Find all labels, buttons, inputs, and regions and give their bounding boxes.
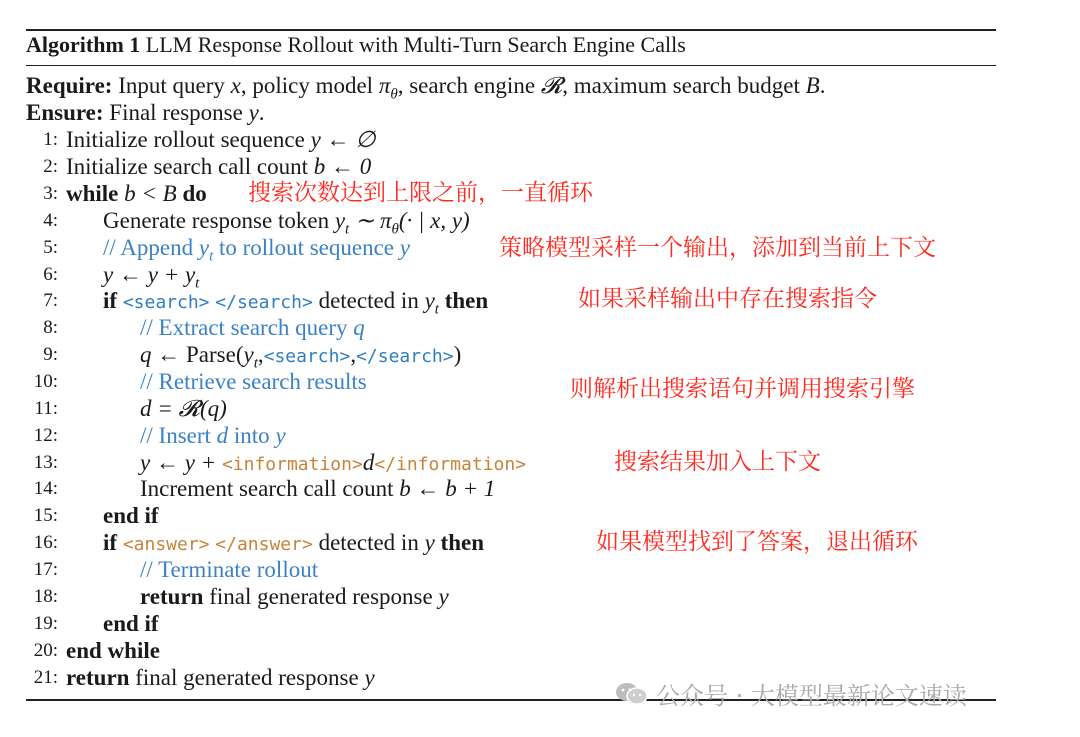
line-text: Initialize rollout sequence: [66, 127, 311, 152]
algo-line-13: [140, 450, 526, 476]
require-text-d: , maximum search budget: [562, 73, 806, 98]
line-number: 9:: [43, 344, 58, 365]
line-number: 6:: [43, 264, 58, 285]
line-sep: ,: [350, 342, 357, 367]
algo-line-19: [103, 611, 159, 637]
line-number: 10:: [33, 371, 58, 392]
then-keyword: then: [444, 288, 489, 313]
require-theta: θ: [390, 86, 398, 103]
line-number: 20:: [33, 640, 58, 661]
line-number: 15:: [33, 505, 58, 526]
then-keyword: then: [440, 530, 484, 555]
algo-line-2: [66, 154, 371, 180]
line-sub: t: [434, 301, 439, 318]
do-keyword: do: [182, 181, 207, 206]
algo-line-9: [140, 342, 462, 372]
line-text: Generate response token: [103, 208, 335, 233]
parse-fn: Parse(: [186, 342, 244, 367]
require-text-c: , search engine: [397, 73, 541, 98]
annotation-search-detect: 如果采样输出中存在搜索指令: [578, 286, 877, 312]
ensure-keyword: Ensure:: [26, 100, 104, 125]
line-text: final generated response: [129, 665, 365, 690]
annotation-append-result: 搜索结果加入上下文: [614, 449, 821, 475]
line-y: y: [243, 342, 254, 367]
line-y: y: [424, 530, 435, 555]
line-close: ): [453, 342, 462, 367]
line-math: y: [334, 208, 346, 233]
search-tag-open: <search>: [122, 292, 210, 313]
line-math: q ←: [140, 342, 186, 367]
comment-text: // Retrieve search results: [140, 369, 367, 394]
information-tag-close: </information>: [374, 454, 527, 475]
annotation-sample: 策略模型采样一个输出，添加到当前上下文: [499, 235, 936, 261]
line-number: 16:: [33, 532, 58, 553]
watermark: [614, 676, 967, 711]
comment-text: // Terminate rollout: [140, 557, 319, 582]
line-d: d: [362, 450, 375, 475]
comment-y: y: [198, 235, 210, 260]
line-number: 3:: [43, 183, 58, 204]
line-sub: t: [195, 275, 200, 292]
return-keyword: return: [140, 584, 204, 609]
comment-y: y: [399, 235, 410, 260]
line-number: 2:: [43, 156, 58, 177]
caption-label: Algorithm 1: [26, 32, 141, 57]
if-keyword: if: [103, 530, 118, 555]
algo-line-18: [140, 584, 449, 610]
line-number: 14:: [33, 478, 58, 499]
line-number: 1:: [43, 129, 58, 150]
algo-line-16: [103, 530, 484, 556]
line-number: 21:: [33, 667, 58, 688]
require-line: [26, 73, 826, 103]
require-keyword: Require:: [26, 73, 113, 98]
end-while-keyword: end while: [66, 638, 160, 663]
line-sub: t: [345, 221, 350, 238]
algo-line-17: [140, 557, 318, 583]
wechat-icon: [614, 681, 650, 707]
comment-d: d: [216, 423, 229, 448]
line-sub: θ: [391, 221, 399, 238]
line-math: y ← y + y: [103, 262, 196, 287]
require-pi: π: [378, 73, 391, 98]
comment-q: q: [353, 315, 365, 340]
line-math: ∼ π: [349, 208, 392, 233]
algo-line-14: [140, 476, 495, 502]
line-number: 4:: [43, 210, 58, 231]
line-number: 17:: [33, 559, 58, 580]
search-tag-close: </search>: [356, 346, 454, 367]
search-tag-open: <search>: [263, 346, 351, 367]
information-tag-open: <information>: [221, 454, 363, 475]
algo-line-3: [66, 181, 207, 207]
line-y: y: [438, 584, 449, 609]
line-math: b ← b + 1: [399, 476, 496, 501]
line-math: b ← 0: [313, 154, 372, 179]
line-text: detected in: [312, 288, 425, 313]
line-math: d = 𝓡(q): [140, 396, 227, 421]
annotation-parse: 则解析出搜索语句并调用搜索引擎: [570, 376, 915, 402]
line-number: 8:: [43, 317, 58, 338]
require-text-b: , policy model: [240, 73, 379, 98]
top-rule: [26, 29, 996, 31]
algo-line-8: [140, 315, 365, 341]
line-math: y ← ∅: [310, 127, 376, 152]
search-tag-close: </search>: [215, 292, 313, 313]
end-if-keyword: end if: [103, 611, 159, 636]
algo-line-1: [66, 127, 375, 153]
algo-line-20: [66, 638, 160, 664]
algorithm-caption: [26, 32, 686, 58]
algo-line-15: [103, 503, 159, 529]
answer-tag-open: <answer>: [122, 534, 210, 555]
line-number: 11:: [34, 398, 58, 419]
annotation-answer-found: 如果模型找到了答案，退出循环: [596, 529, 918, 555]
comment-sub: t: [209, 248, 214, 265]
caption-title: LLM Response Rollout with Multi-Turn Search Engine Calls: [145, 32, 686, 57]
require-x: x: [230, 73, 241, 98]
require-text-a: Input query: [118, 73, 231, 98]
line-text: final generated response: [203, 584, 439, 609]
line-text: Increment search call count: [140, 476, 400, 501]
line-sub: t: [253, 355, 258, 372]
line-sep: ,: [257, 342, 264, 367]
comment-text: into: [228, 423, 276, 448]
line-text: detected in: [312, 530, 425, 555]
algo-line-21: [66, 665, 375, 691]
line-y: y: [364, 665, 375, 690]
ensure-line: [26, 100, 265, 126]
require-text-e: .: [819, 73, 826, 98]
comment-text: // Insert: [140, 423, 217, 448]
line-y: y: [424, 288, 435, 313]
end-if-keyword: end if: [103, 503, 159, 528]
require-R: 𝓡: [540, 73, 563, 98]
ensure-text-b: .: [258, 100, 265, 125]
comment-text: to rollout sequence: [213, 235, 400, 260]
watermark-text: 公众号 · 大模型最新论文速读: [656, 682, 967, 710]
comment-text: // Extract search query: [140, 315, 354, 340]
require-B: B: [805, 73, 820, 98]
algo-line-4: [103, 208, 470, 238]
answer-tag-close: </answer>: [215, 534, 313, 555]
if-keyword: if: [103, 288, 118, 313]
comment-y: y: [275, 423, 286, 448]
line-number: 13:: [33, 452, 58, 473]
line-number: 19:: [33, 613, 58, 634]
line-number: 18:: [33, 586, 58, 607]
algo-line-6: [103, 262, 200, 292]
caption-rule: [26, 65, 996, 66]
ensure-text-a: Final response: [109, 100, 249, 125]
algo-line-11: [140, 396, 227, 422]
algo-line-5: [103, 235, 410, 265]
line-number: 5:: [43, 237, 58, 258]
algo-line-10: [140, 369, 367, 395]
algo-line-12: [140, 423, 286, 449]
while-keyword: while: [66, 181, 119, 206]
line-text: Initialize search call count: [66, 154, 314, 179]
algo-line-7: [103, 288, 489, 318]
line-math: b < B: [124, 181, 177, 206]
annotation-loop: 搜索次数达到上限之前，一直循环: [248, 180, 593, 206]
line-math: y ← y +: [140, 450, 222, 475]
line-math: (· | x, y): [398, 208, 470, 233]
ensure-y: y: [248, 100, 259, 125]
line-number: 12:: [33, 425, 58, 446]
comment-text: // Append: [103, 235, 199, 260]
return-keyword: return: [66, 665, 130, 690]
line-number: 7:: [43, 290, 58, 311]
